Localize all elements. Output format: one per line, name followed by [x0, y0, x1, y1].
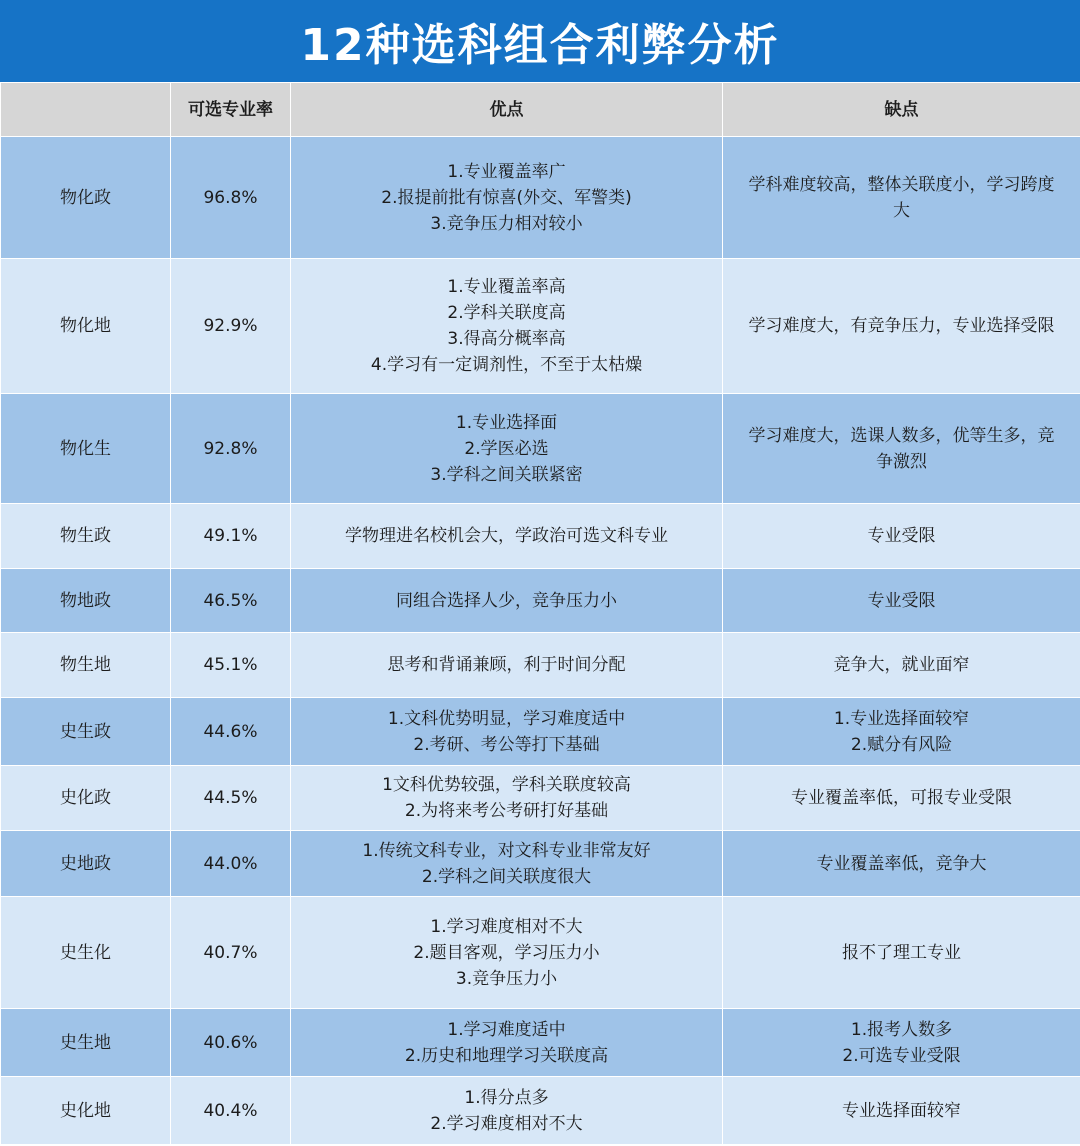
cons-cell: 1.专业选择面较窄 2.赋分有风险: [723, 698, 1080, 766]
title-banner: [0, 0, 1080, 82]
combo-cell: 史生政: [1, 698, 171, 766]
pros-cell: 思考和背诵兼顾，利于时间分配: [291, 633, 723, 698]
pros-cell: 学物理进名校机会大，学政治可选文科专业: [291, 504, 723, 569]
pros-cell: 1.学习难度相对不大 2.题目客观，学习压力小 3.竞争压力小: [291, 897, 723, 1009]
cons-cell: 学习难度大，选课人数多，优等生多，竞 争激烈: [723, 394, 1080, 504]
table-row: [1, 504, 1080, 569]
pros-cell: 1.文科优势明显，学习难度适中 2.考研、考公等打下基础: [291, 698, 723, 766]
cons-cell: 竞争大，就业面窄: [723, 633, 1080, 698]
cons-cell: 专业受限: [723, 504, 1080, 569]
table-row: [1, 897, 1080, 1009]
cons-cell: 学科难度较高，整体关联度小，学习跨度 大: [723, 137, 1080, 259]
table-row: [1, 633, 1080, 698]
table-row: [1, 1077, 1080, 1145]
rate-cell: 45.1%: [171, 633, 291, 698]
cons-cell: 专业受限: [723, 569, 1080, 633]
combo-cell: 史地政: [1, 831, 171, 897]
table-row: [1, 698, 1080, 766]
combo-cell: 史生化: [1, 897, 171, 1009]
table-header-row: [1, 83, 1080, 137]
cons-cell: 专业选择面较窄: [723, 1077, 1080, 1145]
combo-cell: 物生地: [1, 633, 171, 698]
cons-cell: 专业覆盖率低，可报专业受限: [723, 766, 1080, 831]
cons-cell: 1.报考人数多 2.可选专业受限: [723, 1009, 1080, 1077]
combo-cell: 物生政: [1, 504, 171, 569]
header-pros: 优点: [291, 83, 723, 137]
rate-cell: 44.0%: [171, 831, 291, 897]
rate-cell: 92.9%: [171, 259, 291, 394]
table-row: [1, 394, 1080, 504]
pros-cell: 1.传统文科专业，对文科专业非常友好 2.学科之间关联度很大: [291, 831, 723, 897]
pros-cell: 1.专业覆盖率高 2.学科关联度高 3.得高分概率高 4.学习有一定调剂性，不至于太枯燥: [291, 259, 723, 394]
pros-cell: 1.专业覆盖率广 2.报提前批有惊喜(外交、军警类) 3.竞争压力相对较小: [291, 137, 723, 259]
rate-cell: 96.8%: [171, 137, 291, 259]
rate-cell: 92.8%: [171, 394, 291, 504]
cons-cell: 专业覆盖率低，竞争大: [723, 831, 1080, 897]
combo-cell: 物地政: [1, 569, 171, 633]
table-row: [1, 831, 1080, 897]
rate-cell: 44.6%: [171, 698, 291, 766]
page-title: 12种选科组合利弊分析: [300, 20, 780, 71]
rate-cell: 46.5%: [171, 569, 291, 633]
combo-cell: 物化生: [1, 394, 171, 504]
table-row: [1, 569, 1080, 633]
cons-cell: 报不了理工专业: [723, 897, 1080, 1009]
pros-cell: 1.学习难度适中 2.历史和地理学习关联度高: [291, 1009, 723, 1077]
pros-cell: 1.专业选择面 2.学医必选 3.学科之间关联紧密: [291, 394, 723, 504]
header-cons: 缺点: [723, 83, 1080, 137]
combo-cell: 史化政: [1, 766, 171, 831]
rate-cell: 40.6%: [171, 1009, 291, 1077]
header-combo: [1, 83, 171, 137]
table-row: [1, 1009, 1080, 1077]
pros-cell: 1.得分点多 2.学习难度相对不大: [291, 1077, 723, 1145]
table-row: [1, 766, 1080, 831]
table-row: [1, 137, 1080, 259]
header-rate: 可选专业率: [171, 83, 291, 137]
combo-cell: 史生地: [1, 1009, 171, 1077]
pros-cell: 同组合选择人少，竞争压力小: [291, 569, 723, 633]
combo-cell: 物化地: [1, 259, 171, 394]
comparison-table: [0, 82, 1080, 1145]
combo-cell: 物化政: [1, 137, 171, 259]
pros-cell: 1文科优势较强，学科关联度较高 2.为将来考公考研打好基础: [291, 766, 723, 831]
rate-cell: 40.7%: [171, 897, 291, 1009]
cons-cell: 学习难度大，有竞争压力，专业选择受限: [723, 259, 1080, 394]
table-row: [1, 259, 1080, 394]
combo-cell: 史化地: [1, 1077, 171, 1145]
rate-cell: 40.4%: [171, 1077, 291, 1145]
rate-cell: 44.5%: [171, 766, 291, 831]
rate-cell: 49.1%: [171, 504, 291, 569]
